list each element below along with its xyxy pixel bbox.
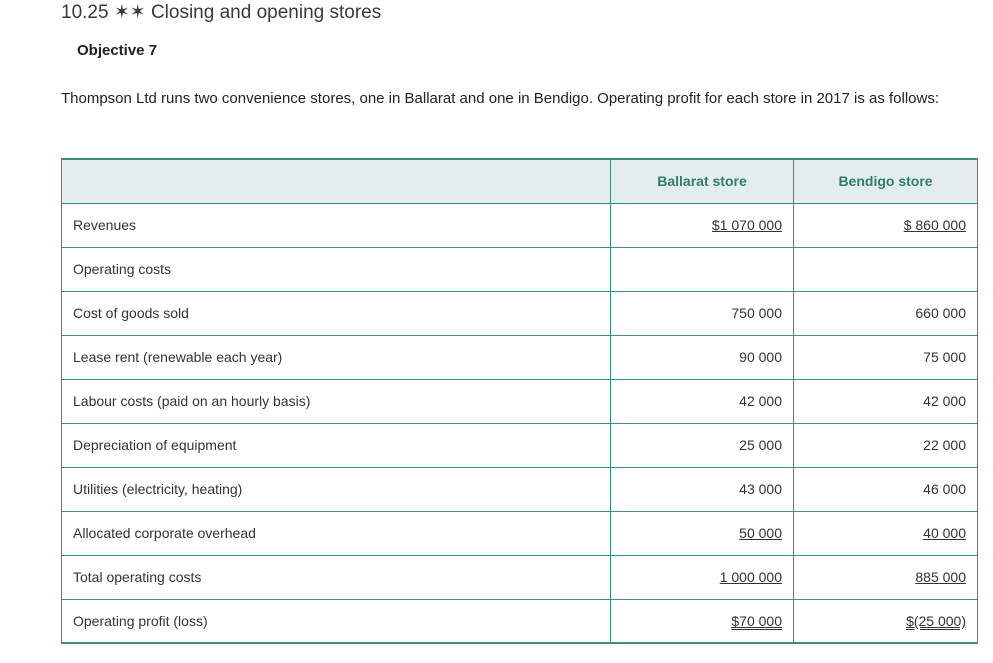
- ballarat-operating-costs: [611, 247, 794, 291]
- table-row: [62, 599, 978, 643]
- row-label-total-operating-costs: Total operating costs: [62, 555, 611, 599]
- ballarat-utilities: 43 000: [611, 467, 794, 511]
- bendigo-total-operating-costs: 885 000: [915, 569, 966, 585]
- ballarat-labour-costs: 42 000: [611, 379, 794, 423]
- table-row: [62, 335, 978, 379]
- learning-objective: Objective 7: [77, 42, 158, 59]
- bendigo-utilities: 46 000: [794, 467, 978, 511]
- table-row: [62, 379, 978, 423]
- ballarat-total-operating-costs: 1 000 000: [719, 569, 782, 585]
- bendigo-cost-of-goods-sold: 660 000: [794, 291, 978, 335]
- row-label-utilities: Utilities (electricity, heating): [62, 467, 611, 511]
- bendigo-lease-rent: 75 000: [794, 335, 978, 379]
- row-label-allocated-overhead: Allocated corporate overhead: [62, 511, 611, 555]
- problem-title: Closing and opening stores: [150, 2, 382, 23]
- ballarat-operating-profit: $70 000: [731, 612, 782, 629]
- ballarat-depreciation: 25 000: [611, 423, 794, 467]
- bendigo-revenues: $ 860 000: [903, 217, 966, 233]
- difficulty-stars-icon: ✶✶: [113, 2, 146, 23]
- table-row: [62, 291, 978, 335]
- table-row: [62, 467, 978, 511]
- problem-intro-text: Thompson Ltd runs two convenience stores, one in Ballarat and one in Bendigo. Operating profit for each store in 2017 is as follows:: [61, 90, 940, 107]
- ballarat-allocated-overhead: 50 000: [739, 525, 782, 541]
- bendigo-allocated-overhead: 40 000: [923, 525, 966, 541]
- bendigo-labour-costs: 42 000: [794, 379, 978, 423]
- row-label-revenues: Revenues: [62, 203, 611, 247]
- table-row: [62, 423, 978, 467]
- header-ballarat-store: Ballarat store: [611, 159, 794, 203]
- table-row: [62, 511, 978, 555]
- table-row: [62, 247, 978, 291]
- row-label-lease-rent: Lease rent (renewable each year): [62, 335, 611, 379]
- problem-heading: [61, 1, 381, 25]
- ballarat-cost-of-goods-sold: 750 000: [611, 291, 794, 335]
- bendigo-depreciation: 22 000: [794, 423, 978, 467]
- header-bendigo-store: Bendigo store: [794, 159, 978, 203]
- row-label-cost-of-goods-sold: Cost of goods sold: [62, 291, 611, 335]
- ballarat-lease-rent: 90 000: [611, 335, 794, 379]
- bendigo-operating-profit: $(25 000): [906, 612, 966, 629]
- table-header-row: [62, 159, 978, 203]
- ballarat-revenues: $1 070 000: [711, 217, 782, 233]
- table-row: [62, 203, 978, 247]
- operating-profit-table: [61, 158, 978, 644]
- header-blank: [62, 159, 611, 203]
- table-row: [62, 555, 978, 599]
- bendigo-operating-costs: [794, 247, 978, 291]
- row-label-operating-profit: Operating profit (loss): [62, 599, 611, 643]
- row-label-labour-costs: Labour costs (paid on an hourly basis): [62, 379, 611, 423]
- row-label-operating-costs: Operating costs: [62, 247, 611, 291]
- problem-number: 10.25: [61, 2, 109, 23]
- row-label-depreciation: Depreciation of equipment: [62, 423, 611, 467]
